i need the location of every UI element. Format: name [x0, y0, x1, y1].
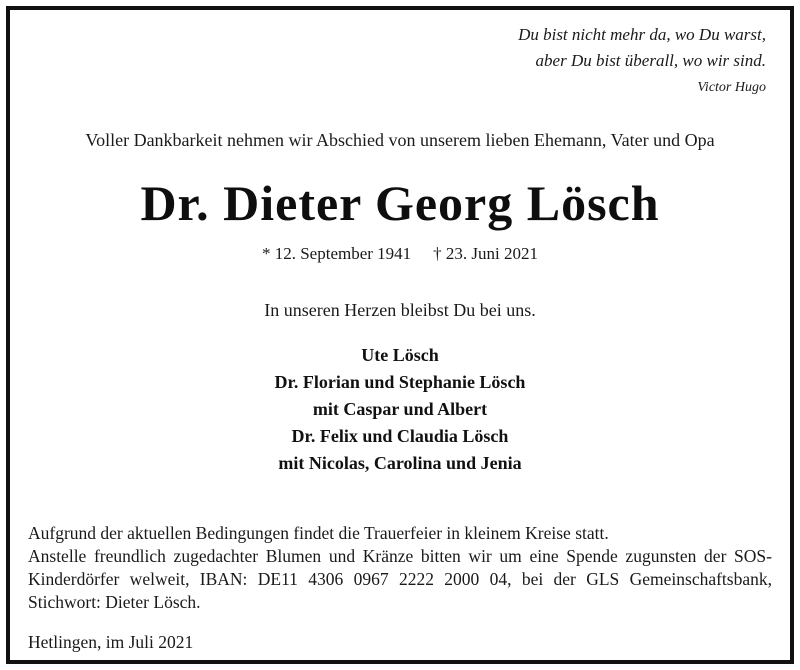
birth-date: * 12. September 1941 [261, 244, 412, 263]
mourner-line: Ute Lösch [361, 345, 439, 365]
notice-donation: Anstelle freundlich zugedachter Blumen und Kränze bitten wir um eine Spende zugunsten der SOS-Kinderdörfer welweit, IBAN: DE11 4306 0967 2222 2000 04, bei der GLS Gemeinschaftsbank, Stichwort: Dieter Lösch. [28, 546, 772, 612]
mourners-list [10, 342, 790, 477]
epigraph-quote [518, 22, 766, 100]
notice-line-1: Aufgrund der aktuellen Bedingungen findet die Trauerfeier in kleinem Kreise statt. [28, 523, 609, 543]
mourner-line: mit Caspar und Albert [312, 399, 488, 419]
death-date: † 23. Juni 2021 [433, 244, 539, 263]
mourner-line: Dr. Felix und Claudia Lösch [291, 426, 509, 446]
deceased-name: Dr. Dieter Georg Lösch [140, 175, 660, 231]
place-date: Hetlingen, im Juli 2021 [28, 632, 194, 652]
mourner-line: mit Nicolas, Carolina und Jenia [278, 453, 522, 473]
intro-text: Voller Dankbarkeit nehmen wir Abschied von unserem lieben Ehemann, Vater und Opa [85, 130, 715, 150]
quote-line-2: aber Du bist überall, wo wir sind. [535, 51, 766, 70]
quote-author: Victor Hugo [697, 80, 766, 95]
mourner-line: Dr. Florian und Stephanie Lösch [274, 372, 526, 392]
quote-line-1: Du bist nicht mehr da, wo Du warst, [518, 25, 766, 44]
funeral-notice [28, 522, 772, 614]
heart-line: In unseren Herzen bleibst Du bei uns. [264, 300, 536, 320]
life-dates [10, 244, 790, 264]
obituary-frame [6, 6, 794, 664]
